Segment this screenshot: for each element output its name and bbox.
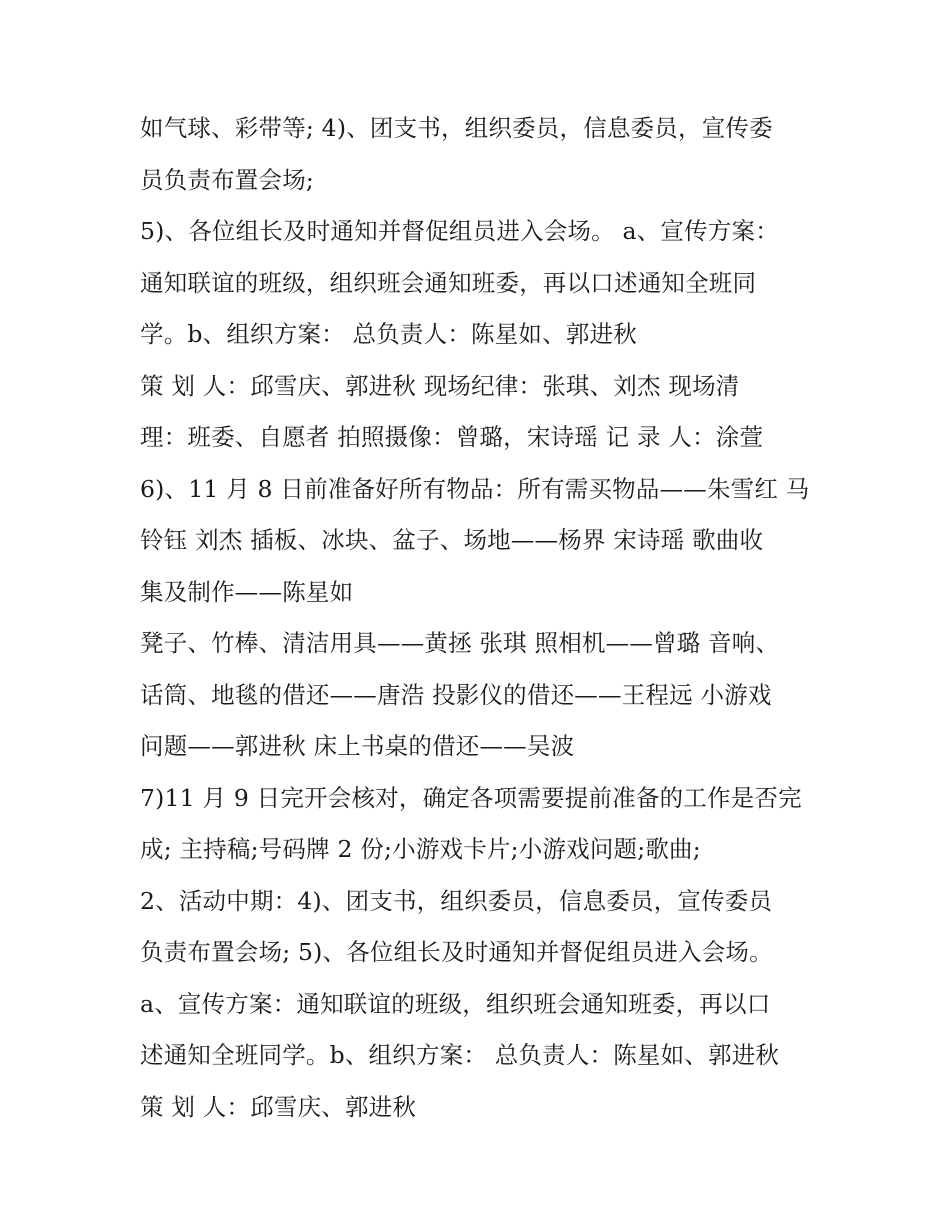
text-line: 通知联谊的班级，组织班会通知班委，再以口述通知全班同: [140, 268, 757, 297]
text-line: 负责布置会场; 5)、各位组长及时通知并督促组员进入会场。: [140, 938, 773, 966]
text-line: 集及制作——陈星如: [140, 577, 354, 606]
text-line: 学。b、组织方案： 总负责人：陈星如、郭进秋: [140, 320, 637, 348]
text-line: 问题——郭进秋 床上书桌的借还——吴波: [140, 732, 575, 760]
text-line: 如气球、彩带等; 4)、团支书，组织委员，信息委员，宣传委: [140, 114, 773, 142]
text-line: 凳子、竹棒、清洁用具——黄拯 张琪 照相机——曾璐 音响、: [140, 629, 780, 657]
text-line: 5)、各位组长及时通知并督促组员进入会场。 a、宣传方案：: [140, 217, 779, 245]
text-line: 话筒、地毯的借还——唐浩 投影仪的借还——王程远 小游戏: [140, 680, 772, 709]
text-line: 7)11 月 9 日完开会核对，确定各项需要提前准备的工作是否完: [140, 783, 802, 812]
text-line: 2、活动中期：4)、团支书，组织委员，信息委员，宣传委员: [140, 886, 773, 915]
text-line: a、宣传方案：通知联谊的班级，组织班会通知班委，再以口: [140, 989, 771, 1018]
text-line: 铃钰 刘杰 插板、冰块、盆子、场地——杨界 宋诗瑶 歌曲收: [140, 526, 764, 554]
document-body: [140, 103, 820, 1133]
text-line: 策 划 人：邱雪庆、郭进秋 现场纪律：张琪、刘杰 现场清: [140, 371, 740, 400]
text-line: 理：班委、自愿者 拍照摄像：曾璐，宋诗瑶 记 录 人：涂萱: [140, 423, 764, 451]
text-line: 员负责布置会场;: [140, 165, 315, 194]
text-line: 策 划 人：邱雪庆、郭进秋: [140, 1092, 417, 1121]
text-line: 6)、11 月 8 日前准备好所有物品：所有需买物品——朱雪红 马: [140, 474, 810, 503]
text-line: 述通知全班同学。b、组织方案： 总负责人：陈星如、郭进秋: [140, 1041, 780, 1069]
text-line: 成; 主持稿;号码牌 2 份;小游戏卡片;小游戏问题;歌曲;: [140, 835, 701, 863]
